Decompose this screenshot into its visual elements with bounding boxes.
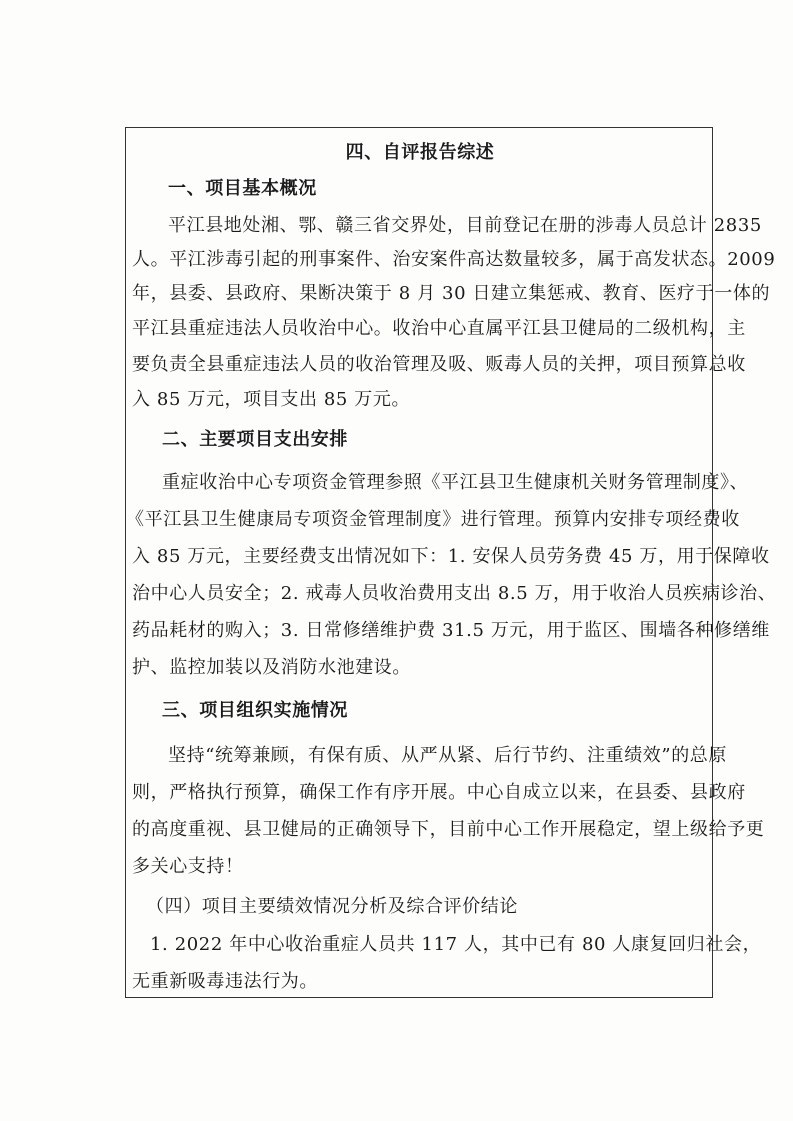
paragraph-line: 的高度重视、县卫健局的正确领导下，目前中心工作开展稳定，望上级给予更 <box>132 819 765 840</box>
paragraph-line: 1. 2022 年中心收治重症人员共 117 人，其中已有 80 人康复回归社会， <box>150 934 762 955</box>
report-frame <box>125 127 777 998</box>
paragraph-line: 无重新吸毒违法行为。 <box>132 971 318 992</box>
paragraph-line: 要负责全县重症违法人员的收治管理及吸、贩毒人员的关押，项目预算总收 <box>132 354 746 375</box>
paragraph-line: 药品耗材的购入；3. 日常修缮维护费 31.5 万元，用于监区、围墙各种修缮维 <box>132 620 770 641</box>
paragraph-line: 护、监控加装以及消防水池建设。 <box>132 657 411 678</box>
section-heading-2: 二、主要项目支出安排 <box>162 429 348 450</box>
paragraph-line: 人。平江涉毒引起的刑事案件、治安案件高达数量较多，属于高发状态。2009 <box>132 249 776 270</box>
paragraph-line: 平江县重症违法人员收治中心。收治中心直属平江县卫健局的二级机构，主 <box>132 318 746 339</box>
section-heading-4: （四）项目主要绩效情况分析及综合评价结论 <box>146 896 518 917</box>
section-heading-1: 一、项目基本概况 <box>168 178 317 199</box>
paragraph-line: 重症收治中心专项资金管理参照《平江县卫生健康机关财务管理制度》、 <box>162 472 749 493</box>
section-heading-3: 三、项目组织实施情况 <box>162 700 348 721</box>
paragraph-line: 平江县地处湘、鄂、赣三省交界处，目前登记在册的涉毒人员总计 2835 <box>168 215 762 236</box>
paragraph-line: 入 85 万元，主要经费支出情况如下：1. 安保人员劳务费 45 万，用于保障收 <box>132 546 770 567</box>
paragraph-line: 入 85 万元，项目支出 85 万元。 <box>132 389 411 410</box>
paragraph-line: 年，县委、县政府、果断决策于 8 月 30 日建立集惩戒、教育、医疗于一体的 <box>132 283 771 304</box>
paragraph-line: 则，严格执行预算，确保工作有序开展。中心自成立以来，在县委、县政府 <box>132 782 746 803</box>
paragraph-line: 坚持“统筹兼顾，有保有质、从严从紧、后行节约、注重绩效”的总原 <box>168 745 728 766</box>
paragraph-line: 治中心人员安全；2. 戒毒人员收治费用支出 8.5 万，用于收治人员疾病诊治、 <box>132 583 777 604</box>
document-title: 四、自评报告综述 <box>345 142 495 163</box>
paragraph-line: 《平江县卫生健康局专项资金管理制度》进行管理。预算内安排专项经费收 <box>126 509 740 530</box>
paragraph-line: 多关心支持！ <box>132 856 244 877</box>
